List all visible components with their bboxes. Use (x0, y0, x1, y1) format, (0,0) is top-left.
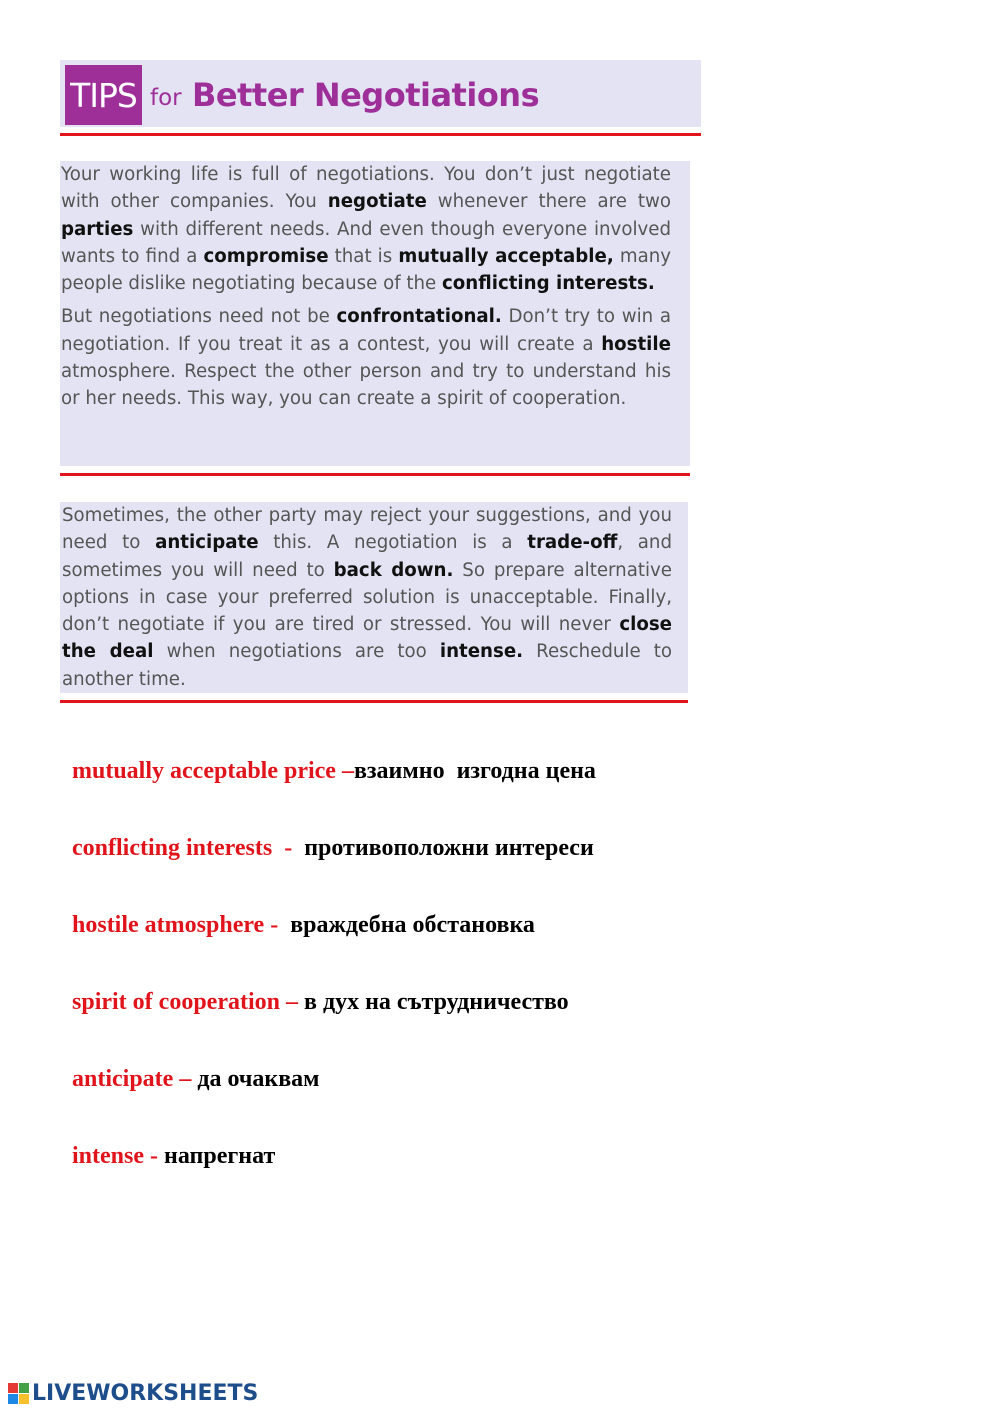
vocab-translation: да очаквам (197, 1066, 320, 1092)
passage-text: atmosphere. Respect the other person and try to understand his or her needs. This way, you can create a spirit of cooperation. (61, 361, 671, 410)
key-term: back down. (333, 559, 454, 581)
key-term: hostile (601, 333, 671, 355)
vocab-term: hostile atmosphere - (72, 912, 291, 938)
footer-logo-text: LIVEWORKSHEETS (32, 1381, 259, 1406)
vocab-translation: взаимно изгодна цена (353, 758, 596, 784)
vocab-item (60, 962, 569, 1016)
passage-text: , and sometimes you will need to (62, 532, 672, 581)
vocab-translation: противоположни интереси (304, 835, 594, 861)
passage-1-paragraph-1 (61, 161, 671, 297)
tips-badge (65, 65, 142, 125)
key-term: negotiate (327, 191, 427, 213)
key-term: compromise (203, 245, 329, 267)
vocab-item (60, 1116, 275, 1170)
vocab-item (60, 731, 596, 785)
passage-text: that is (328, 245, 399, 267)
key-term: conflicting interests. (442, 273, 655, 295)
passage-1 (60, 161, 690, 466)
key-term: parties (61, 218, 134, 240)
passage-2-paragraph-1 (62, 502, 672, 693)
vocab-item (60, 808, 594, 862)
passage-text: But negotiations need not be (61, 306, 337, 328)
passage-text: many people dislike negotiating because of the (61, 245, 672, 295)
vocab-item (60, 885, 535, 939)
passage-text: whenever there are two (426, 191, 672, 213)
header-for: for (150, 85, 182, 111)
key-term: confrontational. (336, 306, 502, 328)
passage-1-paragraph-2 (61, 303, 671, 412)
page-title: Better Negotiations (192, 76, 540, 114)
tips-label: TIPS (70, 75, 137, 115)
vocab-term: intense - (72, 1143, 164, 1169)
passage-text: Your working life is full of negotiations. You don’t just negotiate with other companies. You (61, 164, 671, 213)
passage-2-divider (60, 700, 688, 703)
vocab-term: mutually acceptable price – (72, 758, 354, 784)
liveworksheets-logo-icon (8, 1383, 29, 1404)
vocab-translation: напрегнат (164, 1143, 276, 1169)
passage-text: this. A negotiation is a (258, 532, 528, 554)
vocab-term: conflicting interests - (72, 835, 305, 861)
vocab-term: spirit of cooperation – (72, 989, 304, 1015)
vocab-item (60, 1039, 320, 1093)
passage-text: Don’t try to win a negotiation. If you treat it as a contest, you will create a (61, 306, 671, 355)
footer-logo (8, 1381, 258, 1406)
passage-1-divider (60, 473, 690, 476)
passage-2 (60, 502, 688, 693)
key-term: mutually acceptable, (398, 245, 614, 267)
passage-text: So prepare alternative options in case your preferred solution is unacceptable. Finally, don’t negotiate if you are tired or stressed. You will never (62, 559, 672, 636)
key-term: intense. (439, 641, 524, 663)
passage-text: Reschedule to another time. (62, 641, 673, 690)
passage-text: with different needs. And even though everyone involved wants to find a (61, 218, 671, 267)
header-divider (60, 133, 701, 136)
vocab-translation: враждебна обстановка (290, 912, 535, 938)
vocab-term: anticipate – (72, 1066, 198, 1092)
passage-text: Sometimes, the other party may reject your suggestions, and you need to (62, 505, 672, 554)
vocab-translation: в дух на сътрудничество (303, 989, 569, 1015)
passage-text: when negotiations are too (153, 641, 440, 663)
key-term: close the deal (62, 614, 672, 663)
key-term: anticipate (155, 532, 259, 554)
key-term: trade-off (527, 532, 618, 554)
